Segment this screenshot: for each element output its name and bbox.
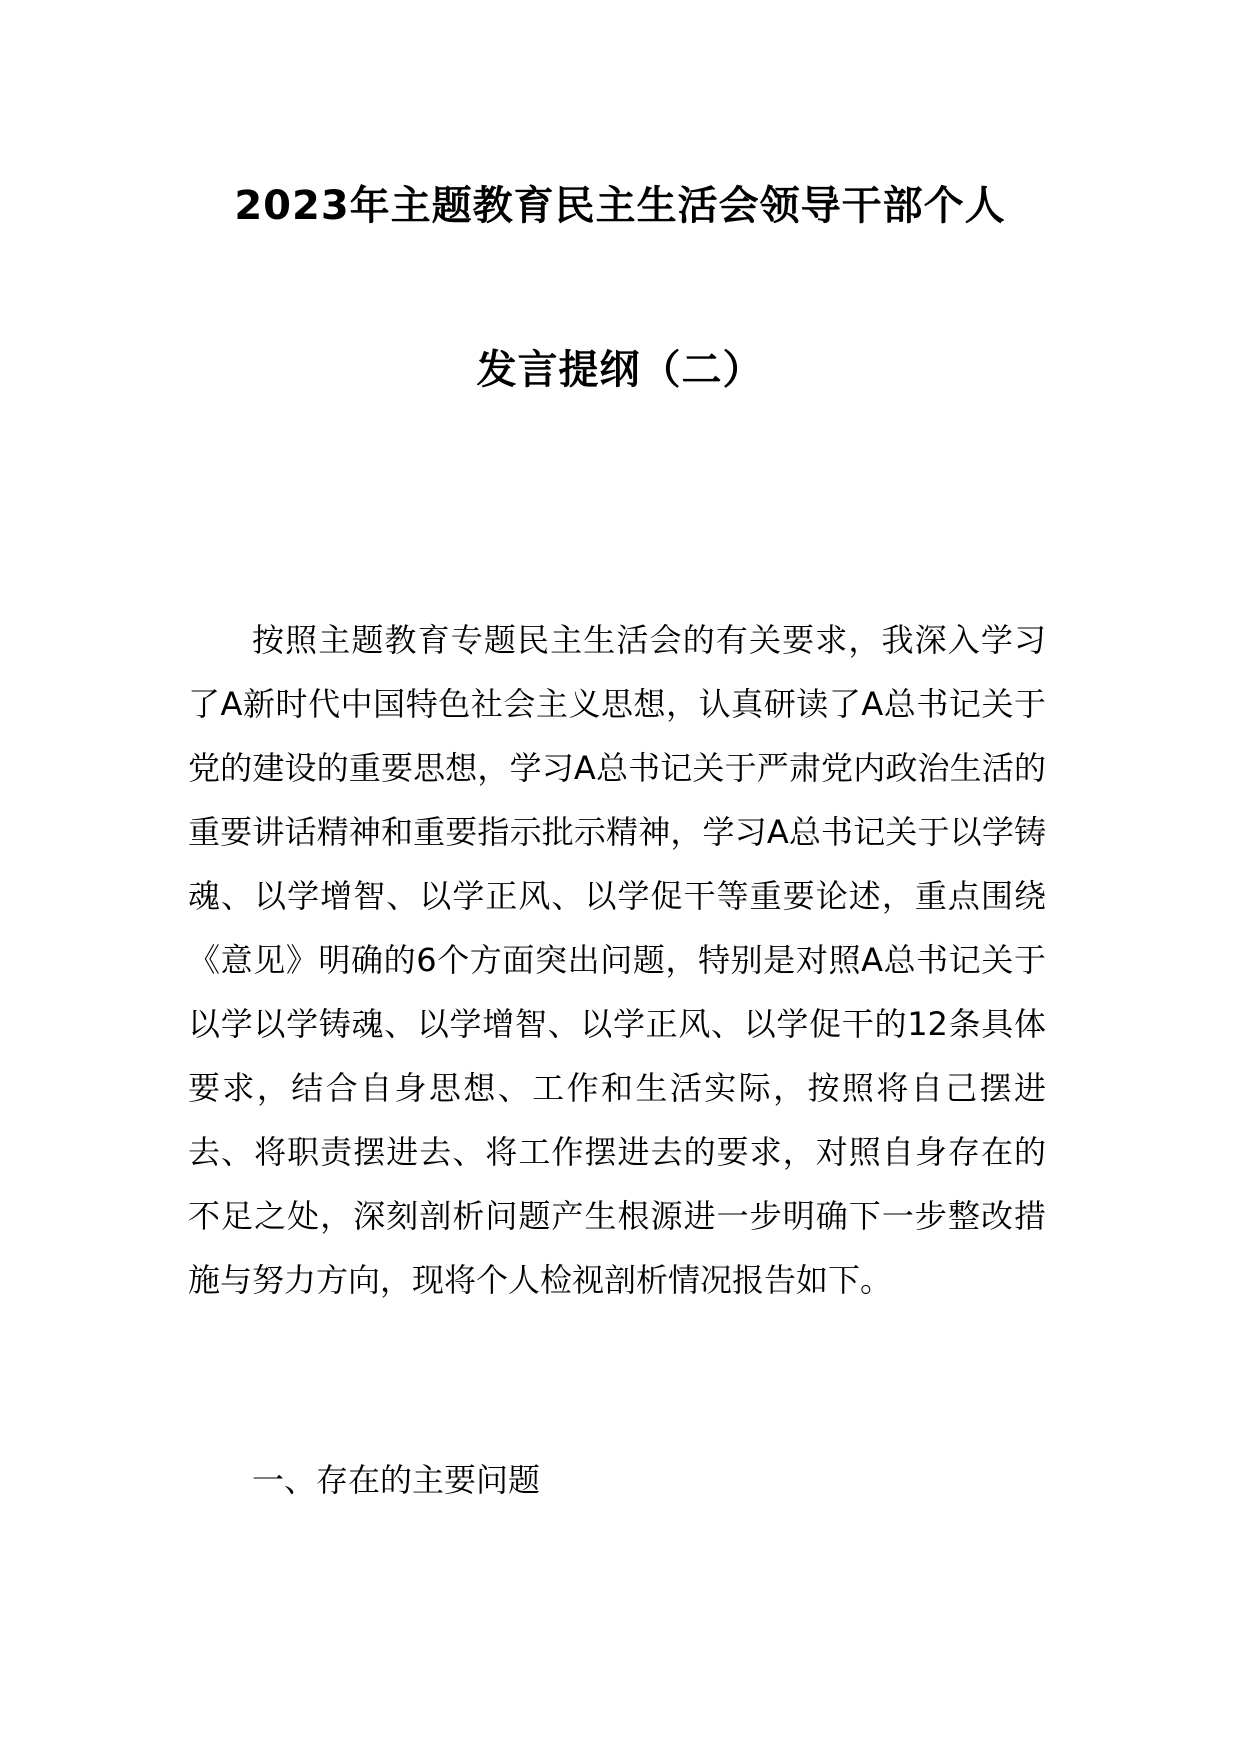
intro-paragraph: 按照主题教育专题民主生活会的有关要求，我深入学习了A新时代中国特色社会主义思想，认真研读了A总书记关于党的建设的重要思想，学习A总书记关于严肃党内政治生活的重要讲话精神和重要指示批示精神，学习A总书记关于以学铸魂、以学增智、以学正风、以学促干等重要论述，重点围绕《意见》明确的6个方面突出问题，特别是对照A总书记关于以学以学铸魂、以学增智、以学正风、以学促干的12条具体要求，结合自身思想、工作和生活实际，按照将自己摆进去、将职责摆进去、将工作摆进去的要求，对照自身存在的不足之处，深刻剖析问题产生根源进一步明确下一步整改措施与努力方向，现将个人检视剖析情况报告如下。 xyxy=(188,621,1046,1299)
document-title-line-1: 2023年主题教育民主生活会领导干部个人 xyxy=(234,183,1006,229)
document-title-line-2: 发言提纲（二） xyxy=(476,347,764,393)
section-heading-problems: 一、存在的主要问题 xyxy=(252,1461,541,1499)
